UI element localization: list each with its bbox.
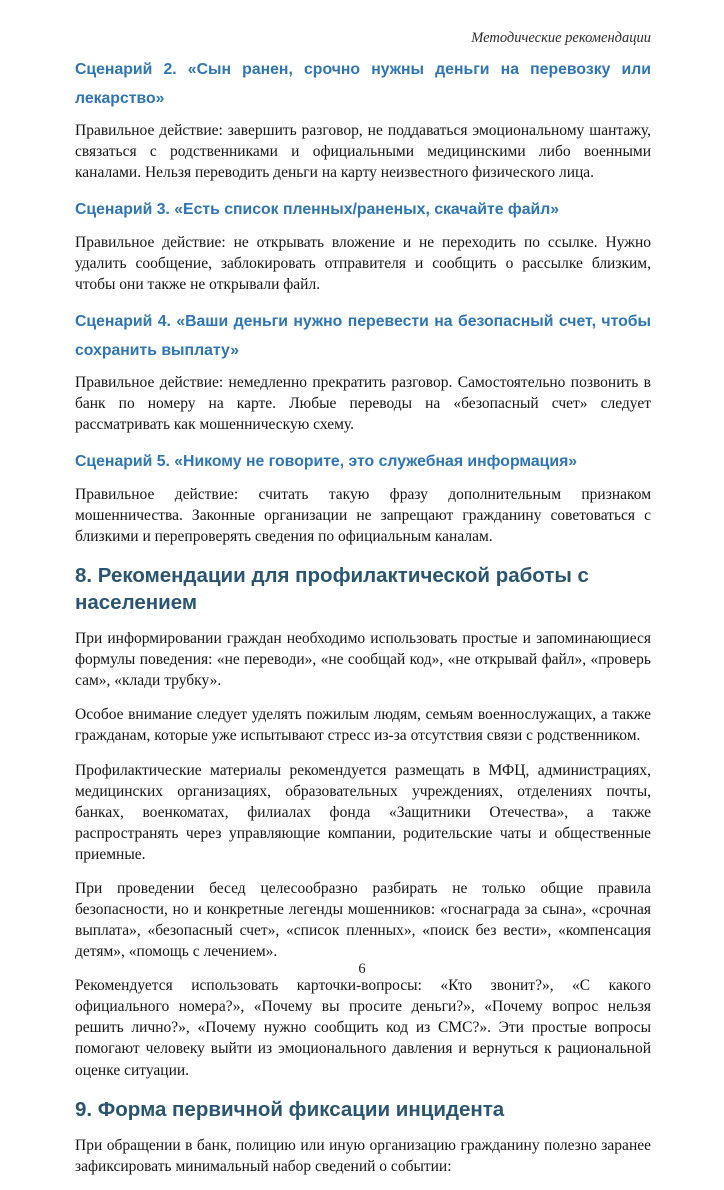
page-number: 6 xyxy=(358,961,366,977)
scenario-2-heading: Сценарий 2. «Сын ранен, срочно нужны деньги на перевозку или лекарство» xyxy=(75,61,651,107)
scenario-2-paragraph: Правильное действие: завершить разговор, не поддаваться эмоциональному шантажу, связаться с родственниками и официальными медицинскими либо военными каналами. Нельзя переводить деньги на карту неизвестного физического лица. xyxy=(75,122,651,182)
scenario-3-paragraph: Правильное действие: не открывать вложение и не переходить по ссылке. Нужно удалить сообщение, заблокировать отправителя и сообщить о рассылке близким, чтобы они также не открывали файл. xyxy=(75,233,651,294)
scenario-3-heading: Сценарий 3. «Есть список пленных/раненых, скачайте файл» xyxy=(75,201,560,219)
scenario-4-paragraph: Правильное действие: немедленно прекратить разговор. Самостоятельно позвонить в банк по номеру на карте. Любые переводы на «безопасный счет» следует рассматривать как мошенническую схему. xyxy=(75,373,651,434)
scenario-5-heading: Сценарий 5. «Никому не говорите, это служебная информация» xyxy=(75,453,578,471)
section-9-heading: 9. Форма первичной фиксации инцидента xyxy=(75,1097,505,1121)
scenario-5-paragraph: Правильное действие: считать такую фразу дополнительным признаком мошенничества. Законные организации не запрещают гражданину советоваться с близкими и перепроверять сведения по официальным каналам. xyxy=(75,485,651,545)
page-content xyxy=(75,30,651,1190)
section-8-paragraph-4: При проведении бесед целесообразно разбирать не только общие правила безопасности, но и конкретные легенды мошенников: «госнаграда за сына», «срочная выплата», «безопасный счет», «список пленных», «поиск без вести», «компенсация детям», «помощь с лечением». xyxy=(75,879,651,961)
running-header: Методические рекомендации xyxy=(471,30,651,46)
section-9-paragraph-1: При обращении в банк, полицию или иную организацию гражданину полезно заранее зафиксировать минимальный набор сведений о событии: xyxy=(75,1137,651,1176)
scenario-4-heading: Сценарий 4. «Ваши деньги нужно перевести на безопасный счет, чтобы сохранить выплату» xyxy=(75,313,651,359)
section-8-paragraph-3: Профилактические материалы рекомендуется размещать в МФЦ, администрациях, медицинских организациях, образовательных учреждениях, отделениях почты, банках, военкоматах, филиалах фонда «Защитники Отечества», а также распространять через управляющие компании, родительские чаты и общественные приемные. xyxy=(75,761,651,863)
section-8-paragraph-2: Особое внимание следует уделять пожилым людям, семьям военнослужащих, а также гражданам, которые уже испытывают стресс из-за отсутствия связи с родственником. xyxy=(75,706,651,745)
section-8-heading: 8. Рекомендации для профилактической работы с населением xyxy=(75,563,589,614)
section-8-paragraph-1: При информировании граждан необходимо использовать простые и запоминающиеся формулы поведения: «не переводи», «не сообщай код», «не открывай файл», «проверь сам», «клади трубку». xyxy=(75,630,651,690)
section-8-paragraph-5: Рекомендуется использовать карточки-вопросы: «Кто звонит?», «С какого официального номера?», «Почему вы просите деньги?», «Почему вопрос нельзя решить лично?», «Почему нужно сообщить код из СМС?». Эти простые вопросы помогают человеку выйти из эмоционального давления и вернуться к рациональной оценке ситуации. xyxy=(75,977,651,1079)
